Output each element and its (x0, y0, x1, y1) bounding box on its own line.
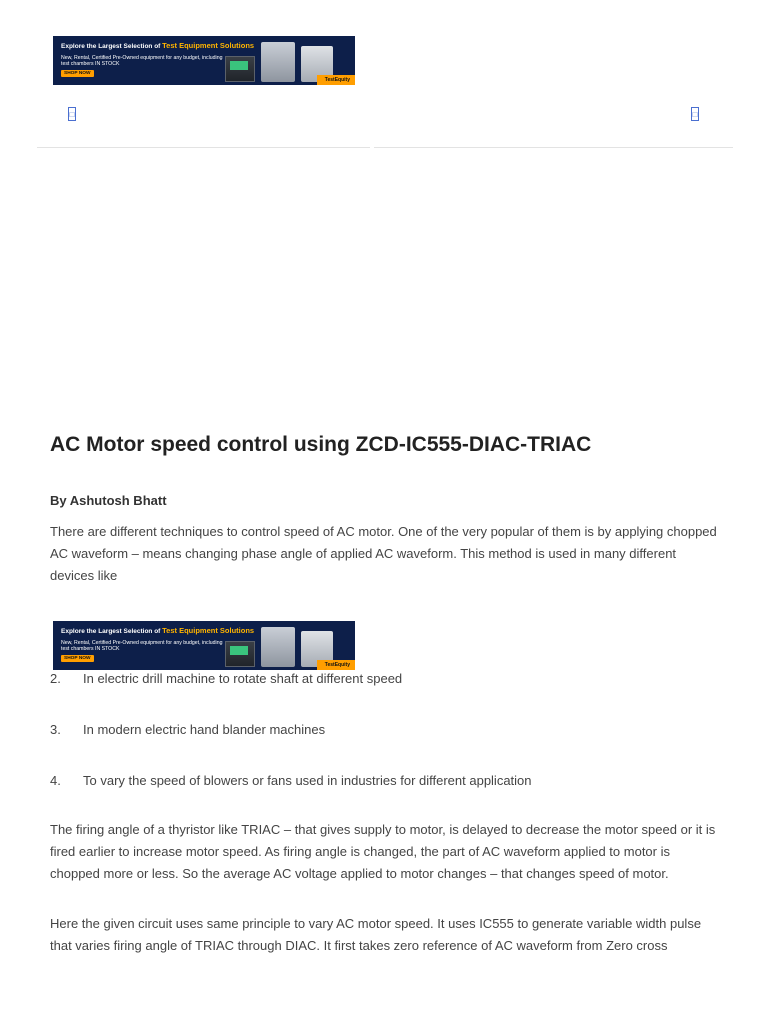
divider-left (37, 147, 370, 148)
article-paragraph: Here the given circuit uses same principle to vary AC motor speed. It uses IC555 to generate variable width pulse that varies firing angle of TRIAC through DIAC. It first takes zero reference of AC waveform from Zero cross (50, 916, 702, 953)
article-author: By Ashutosh Bhatt (50, 493, 167, 508)
ad-shop-now-button[interactable]: SHOP NOW (61, 70, 94, 77)
list-item-number: 3. (50, 722, 61, 737)
divider-right (374, 147, 733, 148)
equipment-image (225, 56, 255, 82)
list-item (50, 773, 532, 788)
article-paragraph: The firing angle of a thyristor like TRIAC – that gives supply to motor, is delayed to decrease the motor speed or it is fired earlier to increase motor speed. As firing angle is changed, the part of AC waveform applied to motor is chopped more or less. So the average AC voltage applied to motor changes – that changes speed of motor. (50, 822, 716, 881)
equipment-image (261, 42, 295, 82)
ad-banner-top[interactable] (53, 36, 355, 85)
ad-body-text: New, Rental, Certified Pre-Owned equipment for any budget, including test chambers IN STOCK (61, 640, 223, 652)
ad-body-text: New, Rental, Certified Pre-Owned equipment for any budget, including test chambers IN STOCK (61, 55, 223, 67)
list-item (50, 722, 325, 737)
list-item-number: 4. (50, 773, 61, 788)
list-item-text: In modern electric hand blander machines (83, 722, 326, 737)
article-intro: There are different techniques to control speed of AC motor. One of the very popular of them is by applying chopped AC waveform – means changing phase angle of applied AC waveform. This method is used in many different devices like (50, 524, 717, 583)
prev-glyph: □ (69, 109, 75, 119)
list-item-number: 2. (50, 671, 61, 686)
ad-headline-prefix: Explore the Largest Selection of (61, 628, 163, 635)
article-title: AC Motor speed control using ZCD-IC555-DIAC-TRIAC (50, 433, 592, 456)
prev-icon[interactable] (68, 107, 76, 121)
equipment-image (261, 627, 295, 667)
ad-headline-highlight: Test Equipment Solutions (162, 626, 255, 635)
ad-shop-now-button[interactable]: SHOP NOW (61, 655, 94, 662)
ad-banner-inline[interactable] (53, 621, 355, 670)
ad-headline (61, 41, 254, 50)
ad-logo: TestEquity (317, 660, 355, 670)
list-item (50, 671, 402, 686)
next-glyph: □ (692, 109, 698, 119)
list-item-text: To vary the speed of blowers or fans used in industries for different application (83, 773, 532, 788)
ad-headline-highlight: Test Equipment Solutions (162, 41, 255, 50)
list-item-text: In electric drill machine to rotate shaft at different speed (83, 671, 403, 686)
equipment-image (225, 641, 255, 667)
ad-headline (61, 626, 254, 635)
ad-logo: TestEquity (317, 75, 355, 85)
ad-headline-prefix: Explore the Largest Selection of (61, 43, 163, 50)
next-icon[interactable] (691, 107, 699, 121)
